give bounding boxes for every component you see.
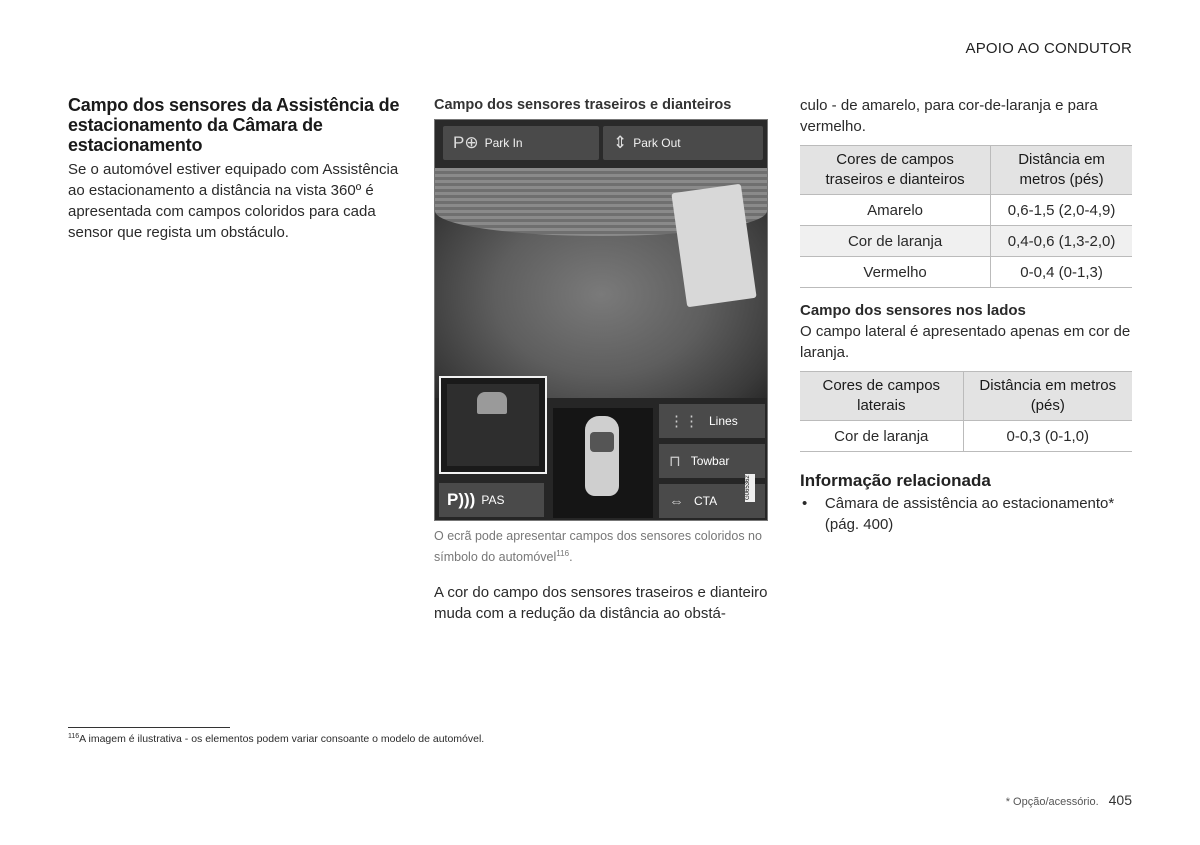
section-header: APOIO AO CONDUTOR: [965, 40, 1132, 57]
towbar-button[interactable]: [659, 444, 765, 478]
car-icon: [477, 392, 507, 414]
figure-caption: O ecrã pode apresentar campos dos sensores coloridos no símbolo do automóvel$^{116}$.: [434, 529, 762, 565]
related-info-title: Informação relacionada: [800, 471, 991, 490]
caption-text: O ecrã pode apresentar campos dos sensores coloridos no símbolo do automóvel: [434, 529, 762, 565]
lines-label: Lines: [709, 414, 738, 428]
table-cell: Cor de laranja: [800, 226, 991, 257]
towbar-icon: ⊓: [669, 453, 681, 470]
side-sensors-text: O campo lateral é apresentado apenas em cor de laranja.: [800, 323, 1131, 361]
column-3: [800, 95, 1132, 535]
table-cell: Amarelo: [867, 201, 923, 219]
table-cell: 0,4-0,6 (1,3-2,0): [991, 226, 1132, 257]
screen-top-bar: [435, 120, 767, 168]
cta-icon: ⇔: [669, 492, 684, 510]
caption-footnote-ref[interactable]: 116: [556, 549, 570, 558]
park-in-button[interactable]: [443, 126, 599, 160]
park-out-icon: ⇕: [613, 133, 628, 152]
related-link-item[interactable]: [800, 493, 1132, 535]
park-out-label: Park Out: [633, 136, 681, 150]
table-cell: 0,6-1,5 (2,0-4,9): [991, 195, 1132, 226]
footnote-number: 116: [68, 733, 80, 740]
image-code: G065362: [745, 474, 755, 502]
camera-zoom-view[interactable]: [439, 376, 547, 474]
figure-title: Campo dos sensores traseiros e dianteiros: [434, 97, 732, 113]
section-title: Campo dos sensores da Assistência de estacionamento da Câmara de estacionamento: [68, 95, 400, 155]
pas-button[interactable]: [439, 483, 544, 517]
table-cell: Vermelho: [863, 263, 927, 281]
towbar-label: Towbar: [690, 454, 730, 468]
cta-label: CTA: [694, 494, 718, 508]
car-symbol-icon: [585, 416, 619, 496]
column-2: [434, 97, 768, 624]
footnote-text: A imagem é ilustrativa - os elementos podem variar consoante o modelo de automóvel.: [79, 733, 485, 745]
parking-camera-screen: [434, 119, 768, 521]
table-row: [800, 195, 1132, 226]
table-cell: Cor de laranja: [834, 427, 929, 445]
footnote: [68, 733, 484, 745]
footnote-divider: [68, 727, 230, 728]
intro-continuation: culo - de amarelo, para cor-de-laranja e para vermelho.: [800, 97, 1098, 135]
side-colors-table: [800, 371, 1132, 452]
table-header: Cores de campos laterais: [800, 372, 963, 421]
side-sensors-title: Campo dos sensores nos lados: [800, 302, 1026, 319]
pas-icon: P))): [447, 490, 476, 509]
table-header: Distância em metros (pés): [991, 146, 1132, 195]
park-out-button[interactable]: [603, 126, 763, 160]
table-row: [800, 421, 1132, 452]
rear-camera-view: [435, 168, 767, 398]
page-footer: [1006, 792, 1132, 808]
table-cell: 0-0,3 (0-1,0): [963, 421, 1132, 452]
intro-paragraph: Se o automóvel estiver equipado com Assistência ao estacionamento a distância na vista 360º é apresentada com campos coloridos para cada sensor que regista um obstáculo.: [68, 161, 399, 241]
bullet-icon: •: [802, 495, 808, 512]
table-header: Distância em metros (pés): [963, 372, 1132, 421]
pas-label: PAS: [481, 493, 505, 507]
car-top-view: [553, 408, 653, 518]
table-cell: 0-0,4 (0-1,3): [991, 257, 1132, 288]
table-row: [800, 226, 1132, 257]
lines-icon: ⋮⋮: [669, 413, 699, 430]
zoom-view-inner: [447, 384, 539, 466]
park-in-icon: P⊕: [453, 133, 479, 152]
page-number: 405: [1108, 792, 1132, 808]
option-note: * Opção/acessório.: [1005, 796, 1099, 808]
front-rear-colors-table: [800, 145, 1132, 288]
column-1: [68, 95, 403, 243]
related-link-text[interactable]: Câmara de assistência ao estacionamento* (pág. 400): [824, 495, 1115, 533]
table-row: [800, 257, 1132, 288]
table-header: Cores de campos traseiros e dianteiros: [800, 146, 991, 195]
park-in-label: Park In: [484, 136, 523, 150]
lines-button[interactable]: [659, 404, 765, 438]
body-paragraph: A cor do campo dos sensores traseiros e dianteiro muda com a redução da distância ao obstá-: [434, 584, 768, 623]
